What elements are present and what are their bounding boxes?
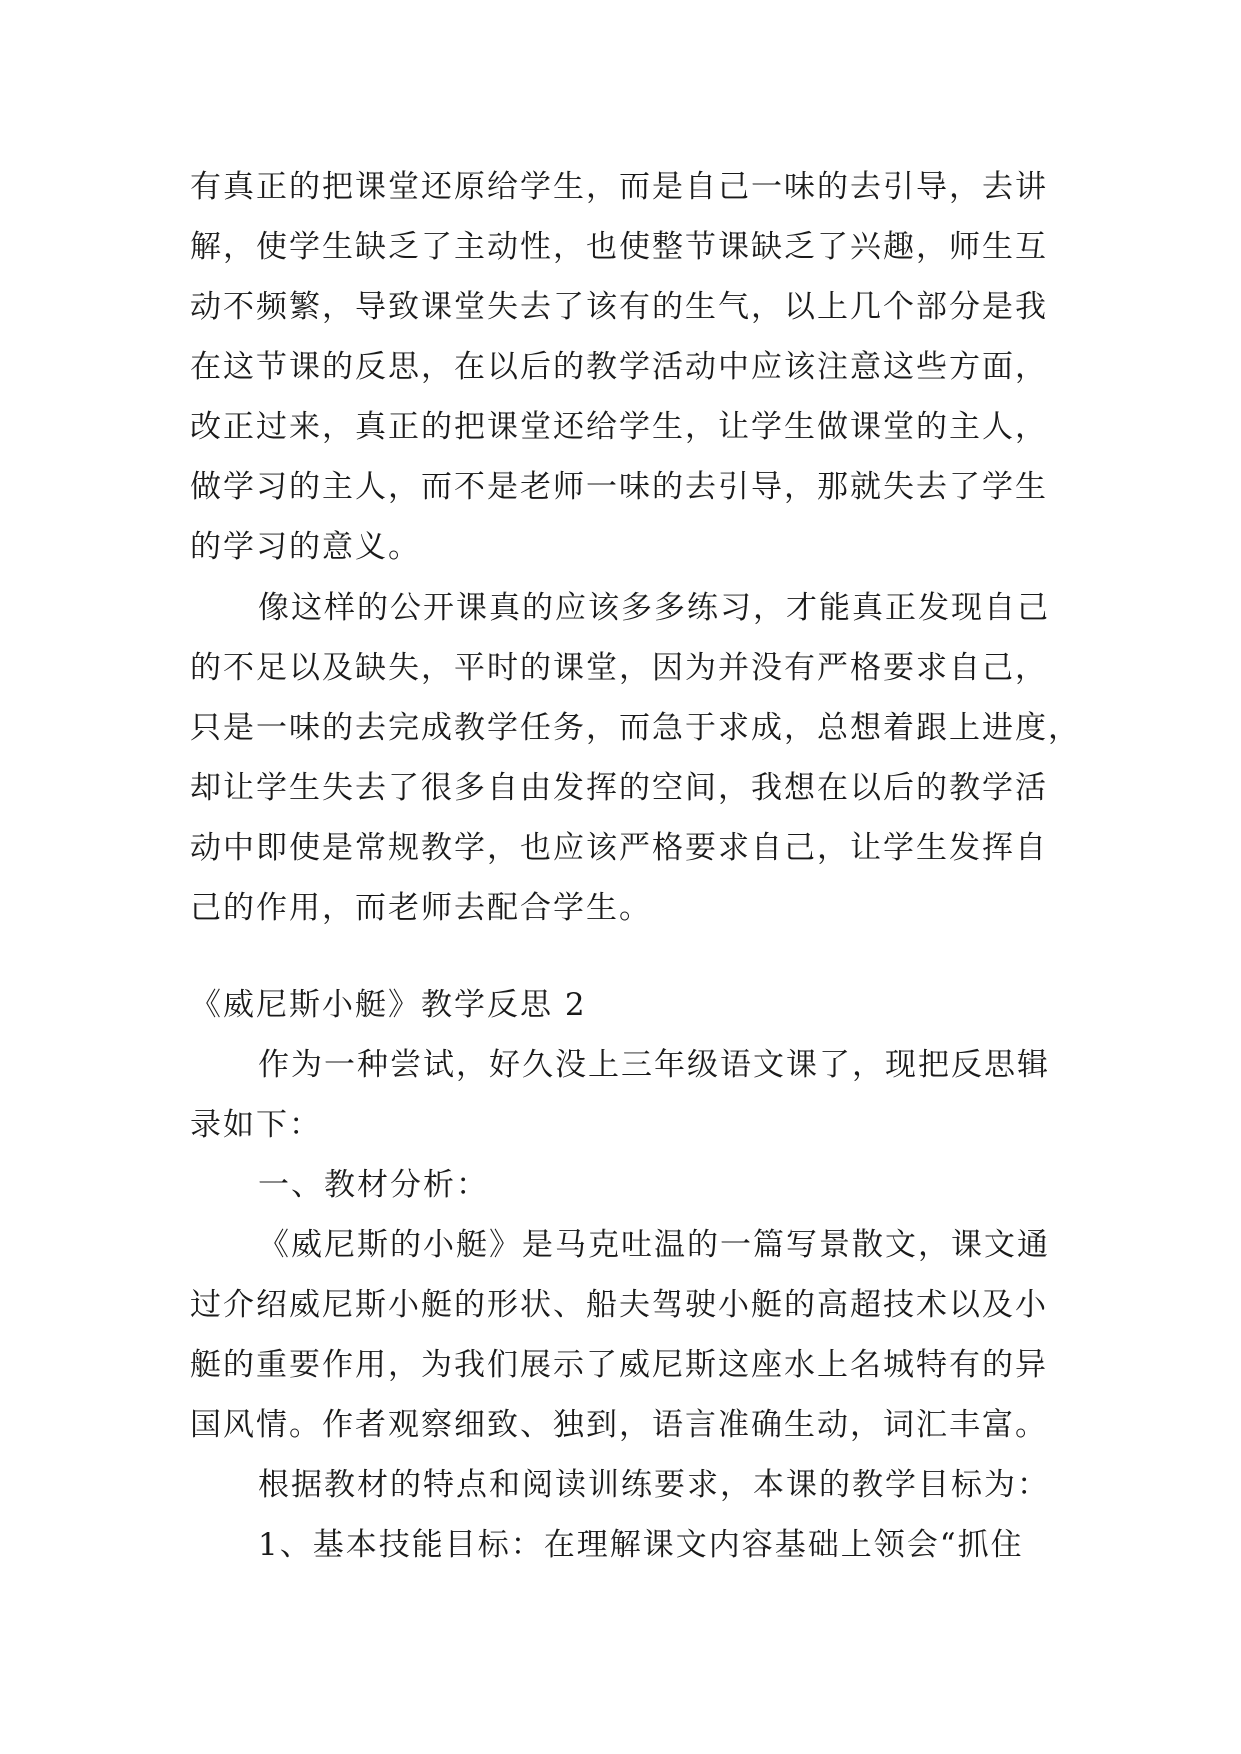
text-line: 像这样的公开课真的应该多多练习，才能真正发现自己 <box>258 590 1050 626</box>
section-heading: 《威尼斯小艇》教学反思 2 <box>190 987 587 1023</box>
text-line: 动不频繁，导致课堂失去了该有的生气，以上几个部分是我 <box>190 289 1048 325</box>
subheading: 一、教材分析： <box>258 1167 489 1203</box>
text-line: 的不足以及缺失，平时的课堂，因为并没有严格要求自己， <box>190 650 1048 686</box>
text-line: 《威尼斯的小艇》是马克吐温的一篇写景散文，课文通 <box>258 1227 1050 1263</box>
text-line: 做学习的主人，而不是老师一味的去引导，那就失去了学生 <box>190 469 1048 505</box>
text-line: 在这节课的反思，在以后的教学活动中应该注意这些方面， <box>190 349 1048 385</box>
text-line: 录如下： <box>190 1107 322 1143</box>
text-line: 国风情。作者观察细致、独到，语言准确生动，词汇丰富。 <box>190 1407 1048 1443</box>
text-line: 有真正的把课堂还原给学生，而是自己一味的去引导，去讲 <box>190 169 1048 205</box>
text-line: 己的作用，而老师去配合学生。 <box>190 890 652 926</box>
text-line: 却让学生失去了很多自由发挥的空间，我想在以后的教学活 <box>190 770 1048 806</box>
paragraph-reflection-2 <box>190 578 1081 938</box>
text-line: 动中即使是常规教学，也应该严格要求自己，让学生发挥自 <box>190 830 1048 866</box>
text-line: 1、基本技能目标：在理解课文内容基础上领会“抓住 <box>258 1527 1024 1563</box>
text-line: 改正过来，真正的把课堂还给学生，让学生做课堂的主人， <box>190 409 1048 445</box>
text-line: 根据教材的特点和阅读训练要求，本课的教学目标为： <box>258 1467 1050 1503</box>
section-teaching-reflection-2 <box>190 975 1070 1575</box>
text-line: 解，使学生缺乏了主动性，也使整节课缺乏了兴趣，师生互 <box>190 229 1048 265</box>
text-line: 艇的重要作用，为我们展示了威尼斯这座水上名城特有的异 <box>190 1347 1048 1383</box>
text-line: 过介绍威尼斯小艇的形状、船夫驾驶小艇的高超技术以及小 <box>190 1287 1048 1323</box>
text-line: 的学习的意义。 <box>190 529 421 565</box>
paragraph-reflection-1 <box>190 157 1070 577</box>
text-line: 作为一种尝试，好久没上三年级语文课了，现把反思辑 <box>258 1047 1050 1083</box>
text-line: 只是一味的去完成教学任务，而急于求成，总想着跟上进度， <box>190 710 1081 746</box>
